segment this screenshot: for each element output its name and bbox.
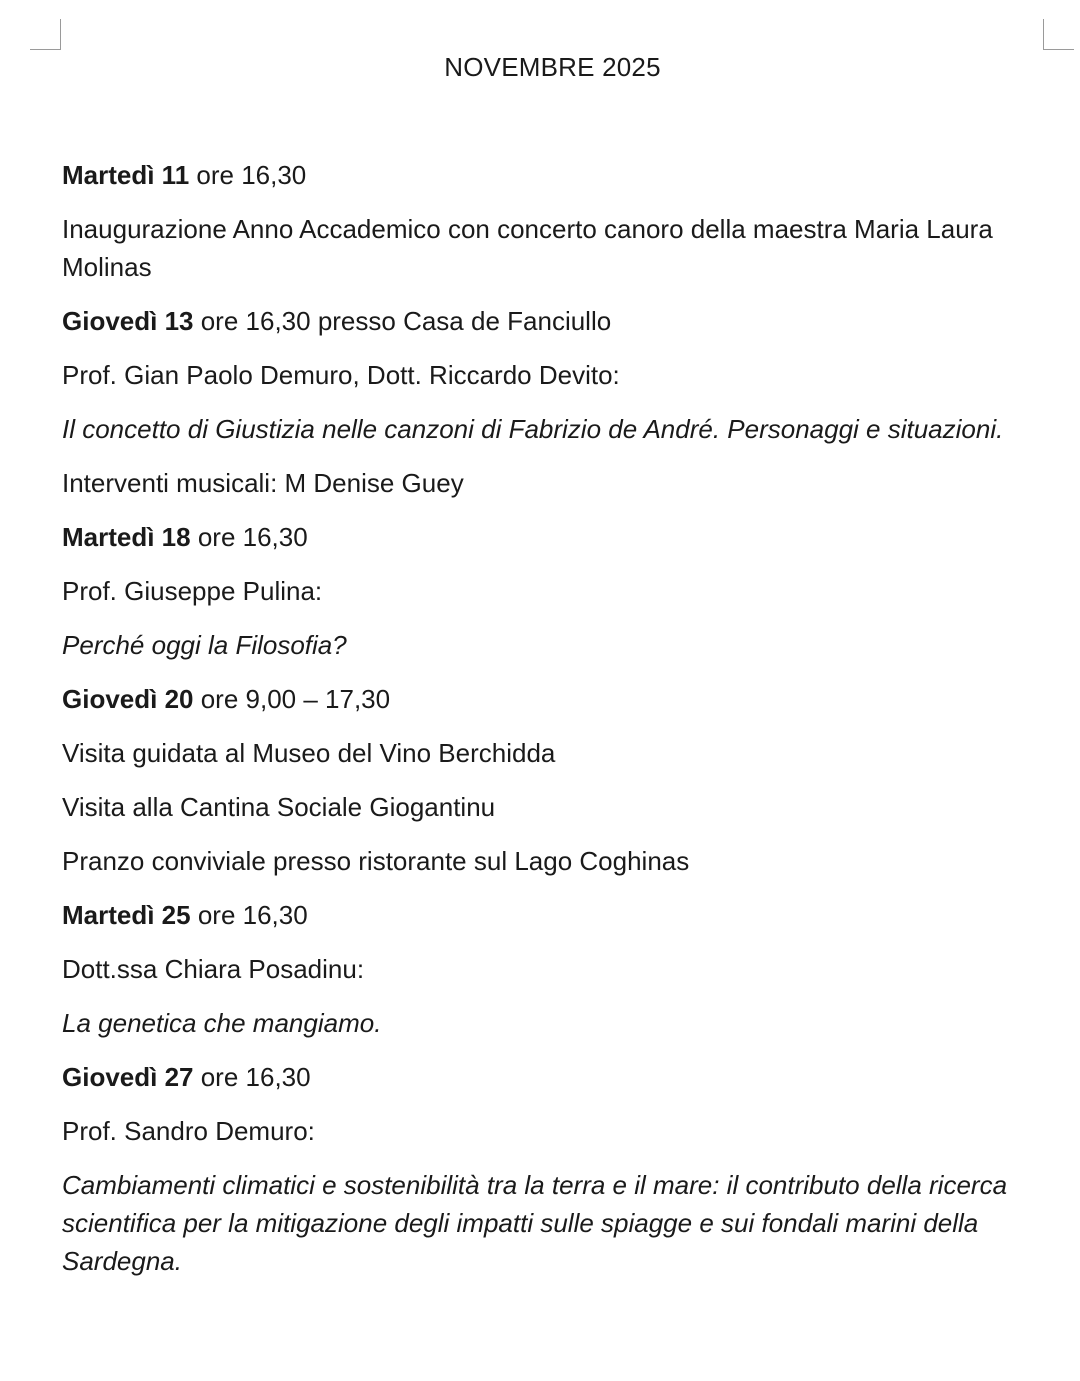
event-detail: Pranzo conviviale presso ristorante sul Lago Coghinas <box>62 846 690 876</box>
document-title: NOVEMBRE 2025 <box>444 52 661 82</box>
event-detail: Visita alla Cantina Sociale Giogantinu <box>62 792 496 822</box>
event-date-line <box>62 302 1052 340</box>
event-day: Martedì 11 <box>62 160 190 190</box>
event-date-line <box>62 156 1052 194</box>
event-day: Giovedì 20 <box>62 684 194 714</box>
event-detail: Prof. Sandro Demuro: <box>62 1116 315 1146</box>
event-talk-title: La genetica che mangiamo. <box>62 1008 382 1038</box>
crop-mark-top-left <box>30 19 61 50</box>
event-date-line <box>62 1058 1052 1096</box>
event-day: Giovedì 13 <box>62 306 194 336</box>
event-time: ore 16,30 <box>190 522 308 552</box>
event-detail: Prof. Giuseppe Pulina: <box>62 576 323 606</box>
event-time: ore 16,30 presso Casa de Fanciullo <box>193 306 612 336</box>
event-detail: Dott.ssa Chiara Posadinu: <box>62 954 365 984</box>
crop-mark-top-right <box>1043 19 1074 50</box>
event-time: ore 9,00 – 17,30 <box>193 684 391 714</box>
event-date-line <box>62 896 1052 934</box>
event-time: ore 16,30 <box>189 160 307 190</box>
event-day: Giovedì 27 <box>62 1062 194 1092</box>
event-detail: Inaugurazione Anno Accademico con concerto canoro della maestra Maria Laura Molinas <box>62 214 993 282</box>
event-time: ore 16,30 <box>190 900 308 930</box>
event-talk-title: Il concetto di Giustizia nelle canzoni di Fabrizio de André. Personaggi e situazioni. <box>62 414 1004 444</box>
event-talk-title: Perché oggi la Filosofia? <box>62 630 347 660</box>
event-date-line <box>62 518 1052 556</box>
event-list <box>62 156 1052 1296</box>
event-time: ore 16,30 <box>193 1062 311 1092</box>
event-talk-title: Cambiamenti climatici e sostenibilità tra la terra e il mare: il contributo della ricerca scientifica per la mitigazione degli impatti sulle spiagge e sui fondali marini della Sardegna. <box>62 1170 1008 1276</box>
event-detail: Prof. Gian Paolo Demuro, Dott. Riccardo Devito: <box>62 360 620 390</box>
event-day: Martedì 18 <box>62 522 191 552</box>
event-date-line <box>62 680 1052 718</box>
event-day: Martedì 25 <box>62 900 191 930</box>
event-detail: Visita guidata al Museo del Vino Berchidda <box>62 738 556 768</box>
event-detail: Interventi musicali: M Denise Guey <box>62 468 464 498</box>
